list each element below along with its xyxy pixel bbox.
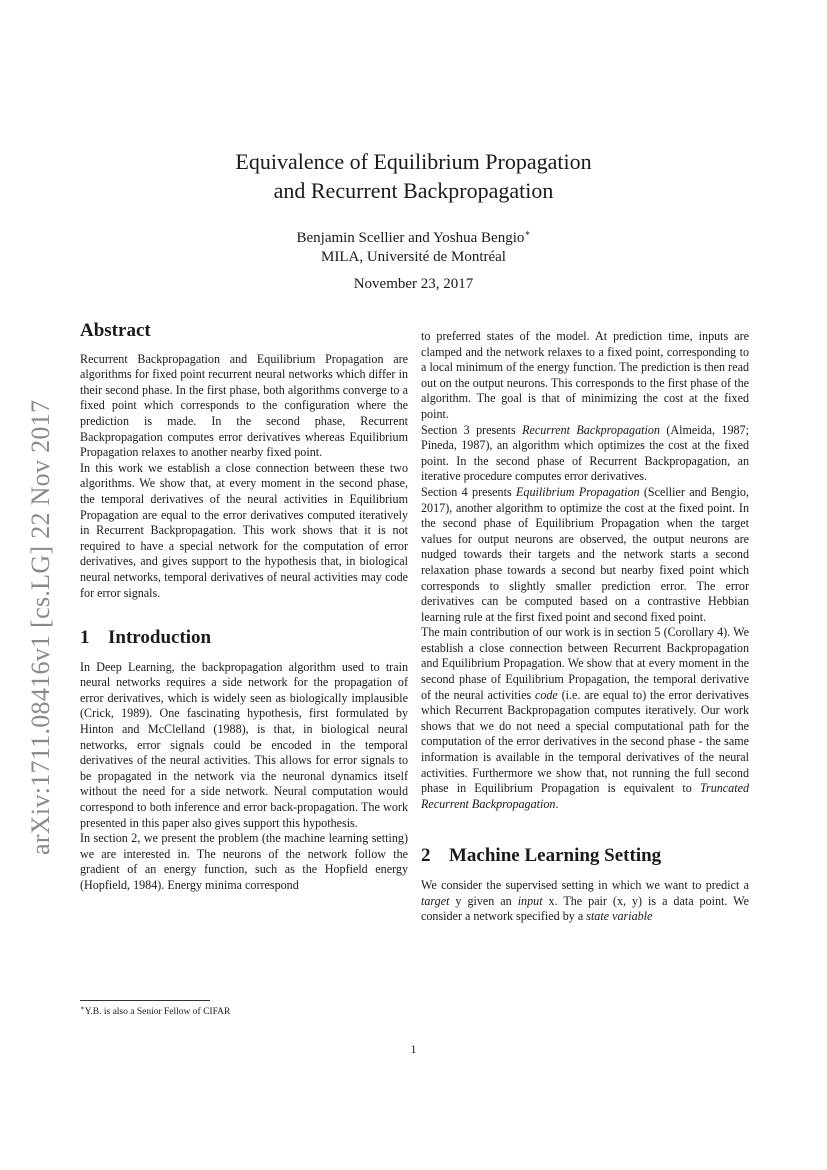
abstract-paragraph-1: Recurrent Backpropagation and Equilibrium Propagation are algorithms for fixed point recurrent neural networks which differ in their second phase. In the first phase, both algorithms converge to a fixed point which corresponds to the configuration where the prediction is made. In the second phase, Recurrent Backpropagation computes error derivatives whereas Equilibrium Propagation relaxes to another nearby fixed point.	[80, 351, 408, 460]
arxiv-identifier-stamp: arXiv:1711.08416v1 [cs.LG] 22 Nov 2017	[26, 399, 55, 855]
author-block	[100, 224, 727, 267]
text-run: (i.e. are equal to) the error derivatives which Recurrent Backpropagation computes iteratively. Our work shows that we do not need a special computational path for the computation of the error derivatives in the second phase - the same information is available in the temporal derivatives of the neural activities. Furthermore we show that, not running the full second phase in Equilibrium Propagation is equivalent to	[421, 687, 749, 796]
abstract-paragraph-2: In this work we establish a close connection between these two algorithms. We show that, at every moment in the second phase, the temporal derivatives of the neural activities in Equilibrium Propagation are equal to the error derivatives computed iteratively in Recurrent Backpropagation. This work shows that it is not required to have a special network for the computation of error derivatives, and gives support to the hypothesis that, in biological neural networks, temporal derivatives of neural activities may code for error signals.	[80, 460, 408, 600]
page-number: 1	[410, 1042, 417, 1056]
right-paragraph-2	[421, 423, 749, 485]
author-names-line	[100, 224, 727, 248]
intro-paragraph-2: In section 2, we present the problem (the machine learning setting) we are interested in. The neurons of the network follow the gradient of an energy function, such as the Hopfield energy (Hopfield, 1984). Energy minima correspond	[80, 831, 408, 892]
author-footnote-mark: ∗	[524, 228, 531, 238]
section-1-heading	[80, 627, 408, 649]
right-paragraph-4	[421, 625, 749, 812]
emphasis: target	[421, 893, 450, 908]
footnote	[80, 1004, 230, 1017]
emphasis: Equilibrium Propagation	[516, 484, 640, 499]
text-run: given an	[461, 893, 518, 908]
math-symbol: x	[542, 893, 555, 908]
text-run: (Almeida, 1987; Pineda, 1987), an algorithm which optimizes the cost at the fixed point. In the second phase of Recurrent Backpropagation, an iterative procedure computes error derivatives.	[421, 422, 749, 484]
right-paragraph-1: to preferred states of the model. At prediction time, inputs are clamped and the network relaxes to a fixed point, corresponding to a local minimum of the energy function. The prediction is then read out on the output neurons. This corresponds to the first phase of the algorithm. The goal is that of minimizing the cost at the fixed point.	[421, 329, 749, 421]
text-run: . The pair	[554, 893, 613, 908]
affiliation: MILA, Université de Montréal	[321, 249, 506, 265]
publication-date: November 23, 2017	[353, 276, 474, 292]
text-run: We consider the supervised setting in which we want to predict a	[421, 878, 749, 892]
section-2-heading	[421, 845, 749, 867]
footnote-rule	[80, 1000, 210, 1001]
footnote-text: Y.B. is also a Senior Fellow of CIFAR	[84, 1007, 231, 1018]
right-column	[421, 329, 749, 925]
text-run: Section 4 presents	[421, 484, 517, 499]
right-paragraph-3	[421, 485, 749, 625]
section-2-title: Machine Learning Setting	[449, 845, 662, 867]
intro-paragraph-1: In Deep Learning, the backpropagation algorithm used to train neural networks requires a side network for the propagation of error derivatives, which is widely seen as biologically implausible (Crick, 1989). One fascinating hypothesis, first formulated by Hinton and McClelland (1988), is that, in biological neural networks, error signals could be encoded in the temporal derivatives of the neural activities. This allows for error signals to be propagated in the network via the neuronal dynamics itself without the need for a side network. Neural computation would correspond to both inference and error back-propagation. The work presented in this paper also gives support this hypothesis.	[80, 659, 408, 830]
abstract-heading: Abstract	[80, 320, 151, 341]
math-symbol: y	[449, 893, 462, 908]
section-2-paragraph-1	[421, 878, 749, 925]
author-names: Benjamin Scellier and Yoshua Bengio	[296, 230, 525, 246]
text-run: The main contribution of our work is in section 5 (Corollary 4). We establish a close connection between Recurrent Backpropagation and Equilibrium Propagation. We show that at every moment in the second phase of Equilibrium Propagation, the temporal derivative of the neural activities	[421, 625, 749, 702]
footnote-mark: ∗	[80, 1004, 85, 1012]
section-1-title: Introduction	[108, 627, 212, 649]
title-line-1: Equivalence of Equilibrium Propagation	[235, 149, 592, 174]
section-2-number: 2	[421, 845, 431, 867]
emphasis: state variable	[586, 909, 653, 924]
text-run: (Scellier and Bengio, 2017), another algorithm to optimize the cost at the fixed point. In the second phase of Equilibrium Propagation when the target values for output neurons are observed, the output neurons are nudged towards their targets and the network starts a second relaxation phase towards a second but nearby fixed point which corresponds to slightly smaller prediction error. The error derivatives can be computed based on a contrastive Hebbian learning rule at the first fixed point and second fixed point.	[421, 484, 749, 624]
emphasis: Truncated Recurrent Backpropagation	[421, 781, 749, 811]
math-symbol: (x, y)	[612, 893, 643, 908]
title-line-2: and Recurrent Backpropagation	[273, 178, 554, 203]
paper-title	[100, 147, 727, 205]
emphasis: input	[517, 893, 543, 908]
section-1-number: 1	[80, 627, 90, 649]
left-column	[80, 320, 408, 894]
emphasis: Recurrent Backpropagation	[522, 422, 660, 437]
text-run: Section 3 presents	[421, 422, 523, 437]
emphasis: code	[534, 687, 558, 702]
text-run: .	[555, 796, 559, 811]
text-run: is a data point. We consider a network specified by a	[421, 893, 749, 924]
